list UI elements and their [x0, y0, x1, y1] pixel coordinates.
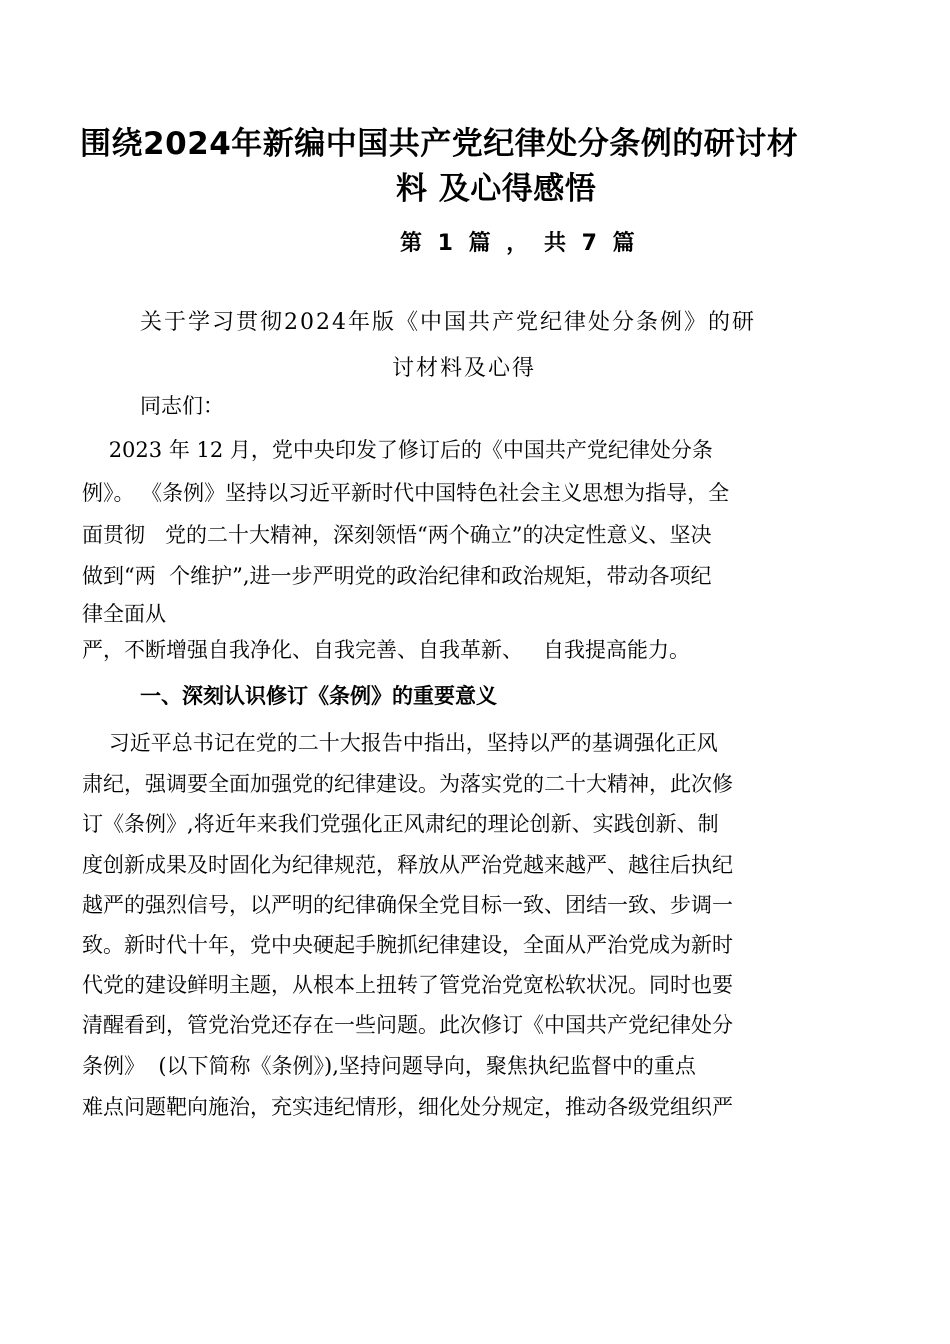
section-body-line: 代党的建设鲜明主题，从根本上扭转了管党治党宽松软状况。同时也要 — [82, 973, 733, 997]
intro-line: 严，不断增强自我净化、自我完善、自我革新、 自我提高能力。 — [82, 638, 691, 662]
part-number-label: 第 1 篇 ， 共 7 篇 — [400, 231, 639, 256]
section-body-line: 习近平总书记在党的二十大报告中指出，坚持以严的基调强化正风 — [82, 731, 718, 755]
section-body-line: 订《条例》,将近年来我们党强化正风肃纪的理论创新、实践创新、制 — [82, 812, 719, 836]
section-body-line: 清醒看到，管党治党还存在一些问题。此次修订《中国共产党纪律处分 — [82, 1013, 733, 1037]
title-line-1: 围绕2024年新编中国共产党纪律处分条例的研讨材 — [80, 126, 799, 162]
intro-line: 面贯彻 党的二十大精神，深刻领悟“两个确立”的决定性意义、坚决 — [82, 523, 712, 547]
section-body-line: 条例》 (以下简称《条例》),坚持问题导向，聚焦执纪监督中的重点 — [82, 1054, 696, 1078]
section-body-line: 越严的强烈信号，以严明的纪律确保全党目标一致、团结一致、步调一 — [82, 893, 733, 917]
intro-line: 例》。 《条例》坚持以习近平新时代中国特色社会主义思想为指导，全 — [82, 481, 730, 505]
subtitle-line-1: 关于学习贯彻2024年版《中国共产党纪律处分条例》的研 — [140, 310, 756, 335]
section-body-line: 肃纪，强调要全面加强党的纪律建设。为落实党的二十大精神，此次修 — [82, 772, 733, 796]
intro-line: 2023 年 12 月，党中央印发了修订后的《中国共产党纪律处分条 — [82, 438, 713, 462]
section-body-line: 致。新时代十年，党中央硬起手腕抓纪律建设，全面从严治党成为新时 — [82, 933, 733, 957]
intro-line: 律全面从 — [82, 602, 166, 626]
section-body-line: 难点问题靶向施治，充实违纪情形，细化处分规定，推动各级党组织严 — [82, 1095, 733, 1119]
section-heading: 一、深刻认识修订《条例》的重要意义 — [140, 684, 497, 708]
intro-line: 做到“两 个维护”,进一步严明党的政治纪律和政治规矩，带动各项纪 — [82, 564, 712, 588]
section-body-line: 度创新成果及时固化为纪律规范，释放从严治党越来越严、越往后执纪 — [82, 853, 733, 877]
title-line-2: 料 及心得感悟 — [396, 171, 597, 207]
document-title — [80, 122, 870, 212]
document-subtitle — [80, 300, 880, 392]
salutation: 同志们： — [140, 394, 224, 418]
subtitle-line-2: 讨材料及心得 — [392, 356, 537, 381]
